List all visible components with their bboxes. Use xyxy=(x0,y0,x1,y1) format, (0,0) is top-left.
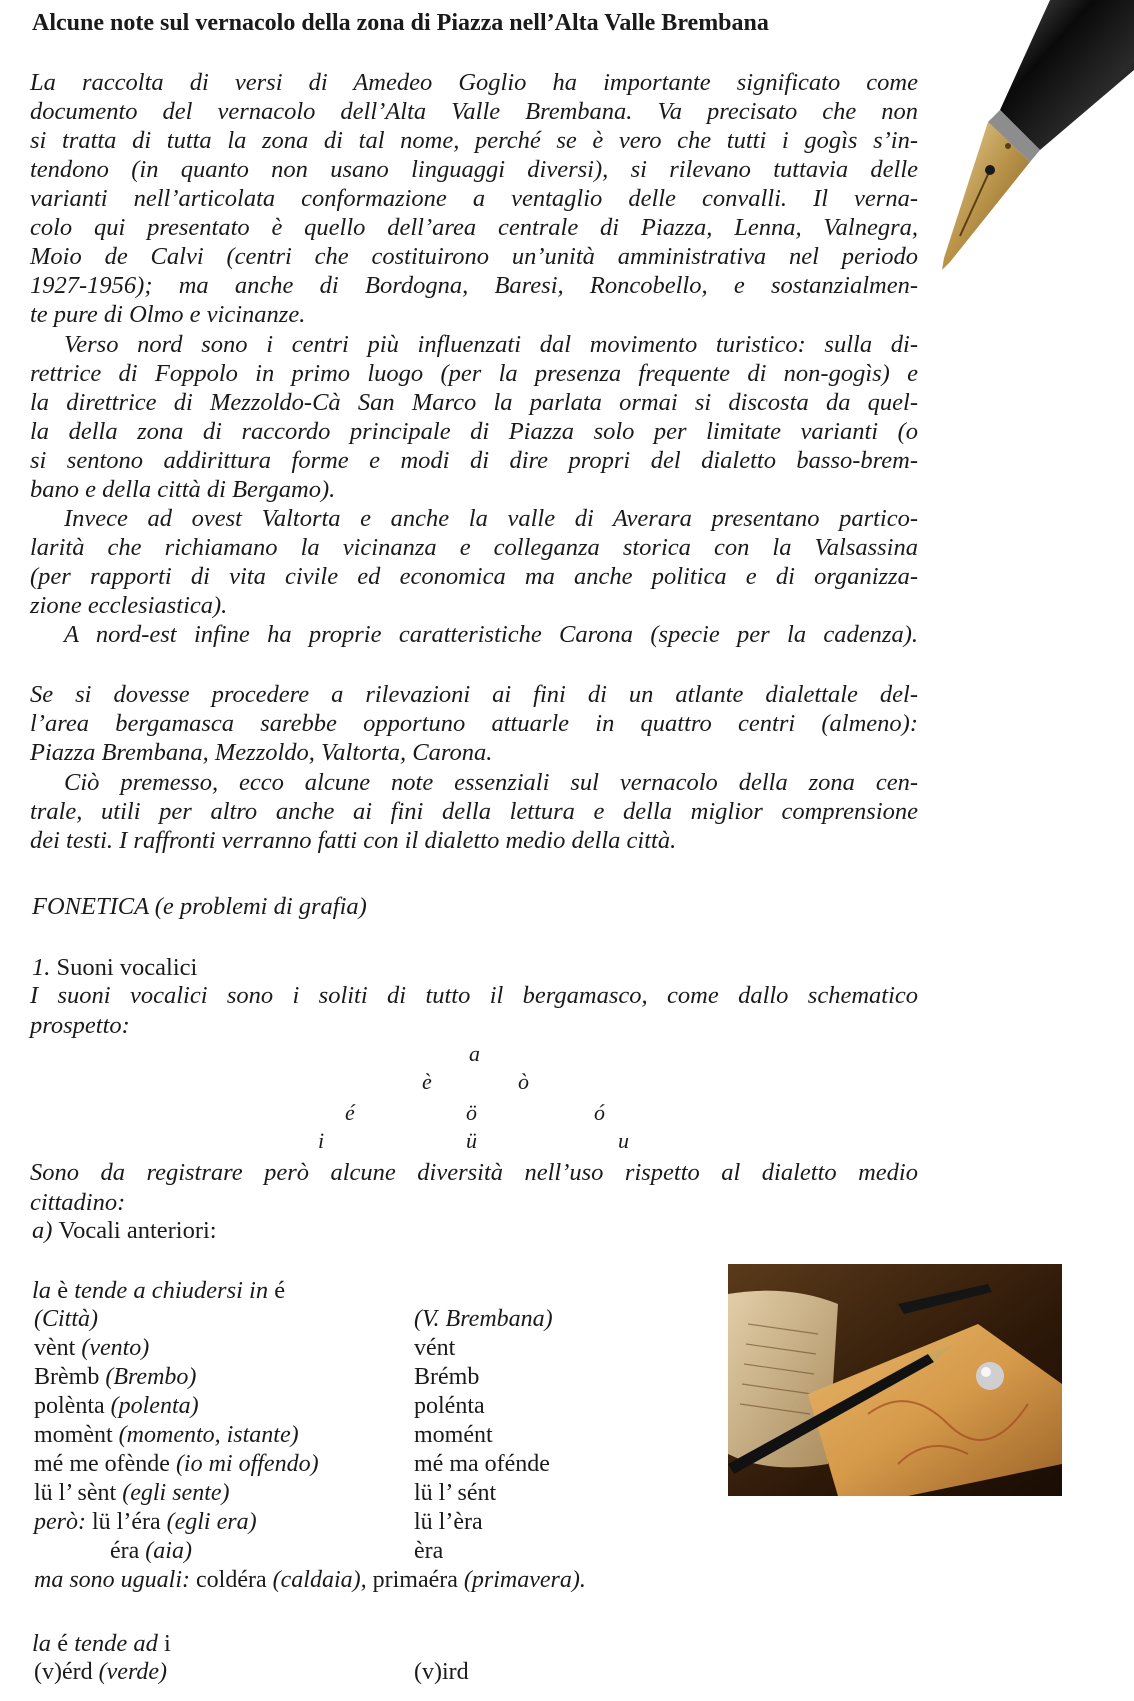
example-row-valley: momént xyxy=(414,1422,493,1448)
example-row-city xyxy=(34,1480,230,1507)
paragraph-line: prospetto: xyxy=(30,1012,130,1039)
example-word: vènt xyxy=(34,1335,76,1361)
anterior-label: Vocali anteriori: xyxy=(58,1217,217,1244)
equal-prefix: ma sono uguali: xyxy=(34,1567,190,1593)
example-row-valley: mé ma ofénde xyxy=(414,1451,550,1477)
example-gloss: (aia) xyxy=(145,1538,192,1564)
paragraph-line: bano e della città di Bergamo). xyxy=(30,476,336,503)
rule-two-from: é xyxy=(57,1630,69,1657)
anterior-heading xyxy=(32,1217,217,1245)
example-gloss: (polenta) xyxy=(110,1393,199,1419)
example-word: momènt xyxy=(34,1422,113,1448)
example-row-city xyxy=(34,1364,196,1391)
example-gloss: (egli sente) xyxy=(122,1480,230,1506)
example-gloss: (verde) xyxy=(98,1659,168,1685)
paragraph-line: larità che richiamano la vicinanza e colleganza storica con la Valsassina xyxy=(30,534,918,561)
example-gloss: (caldaia), xyxy=(272,1567,367,1593)
rule-two-to: i xyxy=(164,1630,171,1657)
example-row-city xyxy=(34,1393,199,1420)
vowel-closed-o: ó xyxy=(594,1100,605,1125)
paragraph-line: si tratta di tutta la zona di tal nome, perché se è vero che tutti i gogìs s’in- xyxy=(30,127,918,154)
paragraph-line: Piazza Brembana, Mezzoldo, Valtorta, Carona. xyxy=(30,739,493,766)
example-word: lü l’éra xyxy=(91,1509,161,1535)
subsection-title: Suoni vocalici xyxy=(56,954,198,981)
vowel-closed-e: é xyxy=(345,1100,355,1125)
paragraph-line: te pure di Olmo e vicinanze. xyxy=(30,301,306,328)
example-row-valley: polénta xyxy=(414,1393,485,1419)
subsection-number: 1. xyxy=(32,954,51,981)
paragraph-line: Sono da registrare però alcune diversità nell’uso rispetto al dialetto medio xyxy=(30,1159,918,1186)
example-gloss: (primavera). xyxy=(463,1567,586,1593)
paragraph-line: Verso nord sono i centri più influenzati dal movimento turistico: sulla di- xyxy=(64,331,918,358)
example-gloss: (vento) xyxy=(81,1335,150,1361)
example-word: (v)érd xyxy=(34,1659,93,1685)
paragraph-line: trale, utili per altro anche ai fini della lettura e della miglior comprensione xyxy=(30,798,918,825)
rule-two-text: tende ad xyxy=(74,1630,158,1657)
example-word: Brèmb xyxy=(34,1364,100,1390)
example-row-valley: èra xyxy=(414,1538,444,1564)
example-gloss: (io mi offendo) xyxy=(175,1451,319,1477)
paragraph-line: Se si dovesse procedere a rilevazioni ai fini di un atlante dialettale del- xyxy=(30,681,918,708)
example-row-valley: lü l’èra xyxy=(414,1509,483,1535)
vowel-u: u xyxy=(618,1128,629,1153)
example-row-city xyxy=(34,1335,149,1362)
document-title: Alcune note sul vernacolo della zona di Piazza nell’Alta Valle Brembana xyxy=(32,10,769,36)
subsection-heading xyxy=(32,954,197,982)
paragraph-line: colo qui presentato è quello dell’area centrale di Piazza, Lenna, Valnegra, xyxy=(30,214,918,241)
rule-two-prefix: la xyxy=(32,1630,52,1657)
pen-on-desk-photo xyxy=(728,1264,1062,1496)
vowel-a: a xyxy=(469,1041,480,1066)
example-gloss: (egli era) xyxy=(166,1509,257,1535)
rule-two xyxy=(32,1630,171,1658)
paragraph-line: 1927-1956); ma anche di Bordogna, Baresi, Roncobello, e sostanzialmen- xyxy=(30,272,918,299)
example-gloss: (momento, istante) xyxy=(118,1422,299,1448)
rule-one-text: tende a chiudersi in xyxy=(74,1277,269,1304)
paragraph-line: dei testi. I raffronti verranno fatti con il dialetto medio della città. xyxy=(30,827,677,854)
example-word: coldéra xyxy=(196,1567,267,1593)
paragraph-line: l’area bergamasca sarebbe opportuno attuarle in quattro centri (almeno): xyxy=(30,710,918,737)
example-word: éra xyxy=(110,1538,140,1564)
column-header-city: (Città) xyxy=(34,1306,98,1332)
vowel-u-umlaut: ü xyxy=(466,1128,477,1153)
paragraph-line: Ciò premesso, ecco alcune note essenziali sul vernacolo della zona cen- xyxy=(64,769,918,796)
rule-one-from: è xyxy=(57,1277,69,1304)
equal-words-line xyxy=(34,1567,586,1594)
paragraph-line: varianti nell’articolata conformazione a ventaglio delle convalli. Il verna- xyxy=(30,185,918,212)
rule-one-prefix: la xyxy=(32,1277,52,1304)
paragraph-line: cittadino: xyxy=(30,1189,126,1216)
paragraph-line: A nord-est infine ha proprie caratteristiche Carona (specie per la cadenza). xyxy=(64,621,918,648)
vowel-open-o: ò xyxy=(518,1069,529,1094)
example-row-city xyxy=(34,1422,299,1449)
paragraph-line: Invece ad ovest Valtorta e anche la valle di Averara presentano partico- xyxy=(64,505,918,532)
rule-one-to: é xyxy=(274,1277,286,1304)
example-row-city xyxy=(34,1659,167,1686)
paragraph-line: si sentono addirittura forme e modi di dire propri del dialetto basso-brem- xyxy=(30,447,918,474)
vowel-i: i xyxy=(318,1128,325,1153)
paragraph-line: la direttrice di Mezzoldo-Cà San Marco la parlata ormai si discosta da quel- xyxy=(30,389,918,416)
example-row-valley: (v)ird xyxy=(414,1659,469,1685)
vowel-open-e: è xyxy=(422,1069,432,1094)
example-word: polènta xyxy=(34,1393,105,1419)
fountain-pen-icon xyxy=(930,0,1134,280)
paragraph-line: tendono (in quanto non usano linguaggi diversi), si rilevano tuttavia delle xyxy=(30,156,918,183)
paragraph-line: (per rapporti di vita civile ed economica ma anche politica e di organizza- xyxy=(30,563,918,590)
example-row-valley: Brémb xyxy=(414,1364,480,1390)
example-word: mé me ofènde xyxy=(34,1451,170,1477)
paragraph-line: zione ecclesiastica). xyxy=(30,592,228,619)
paragraph-line: documento del vernacolo dell’Alta Valle Brembana. Va precisato che non xyxy=(30,98,918,125)
column-header-valley: (V. Brembana) xyxy=(414,1306,553,1332)
example-gloss: (Brembo) xyxy=(105,1364,197,1390)
paragraph-line: la della zona di raccordo principale di Piazza solo per limitate varianti (o xyxy=(30,418,918,445)
anterior-letter: a) xyxy=(32,1217,53,1244)
paragraph-line: rettrice di Foppolo in primo luogo (per la presenza frequente di non-gogìs) e xyxy=(30,360,918,387)
example-row-valley: lü l’ sént xyxy=(414,1480,497,1506)
example-word: primaéra xyxy=(372,1567,458,1593)
paragraph-line: Moio de Calvi (centri che costituirono un’unità amministrativa nel periodo xyxy=(30,243,918,270)
example-row-city xyxy=(34,1509,257,1536)
rule-one xyxy=(32,1277,285,1305)
example-row-valley: vént xyxy=(414,1335,456,1361)
paragraph-line: La raccolta di versi di Amedeo Goglio ha importante significato come xyxy=(30,69,918,96)
paragraph-line: I suoni vocalici sono i soliti di tutto il bergamasco, come dallo schematico xyxy=(30,982,918,1009)
vowel-o-umlaut: ö xyxy=(466,1100,477,1125)
example-row-city xyxy=(34,1451,319,1478)
section-heading: FONETICA (e problemi di grafia) xyxy=(32,893,367,920)
example-row-city xyxy=(110,1538,192,1565)
pero-label: però: xyxy=(34,1509,86,1535)
example-word: lü l’ sènt xyxy=(34,1480,117,1506)
